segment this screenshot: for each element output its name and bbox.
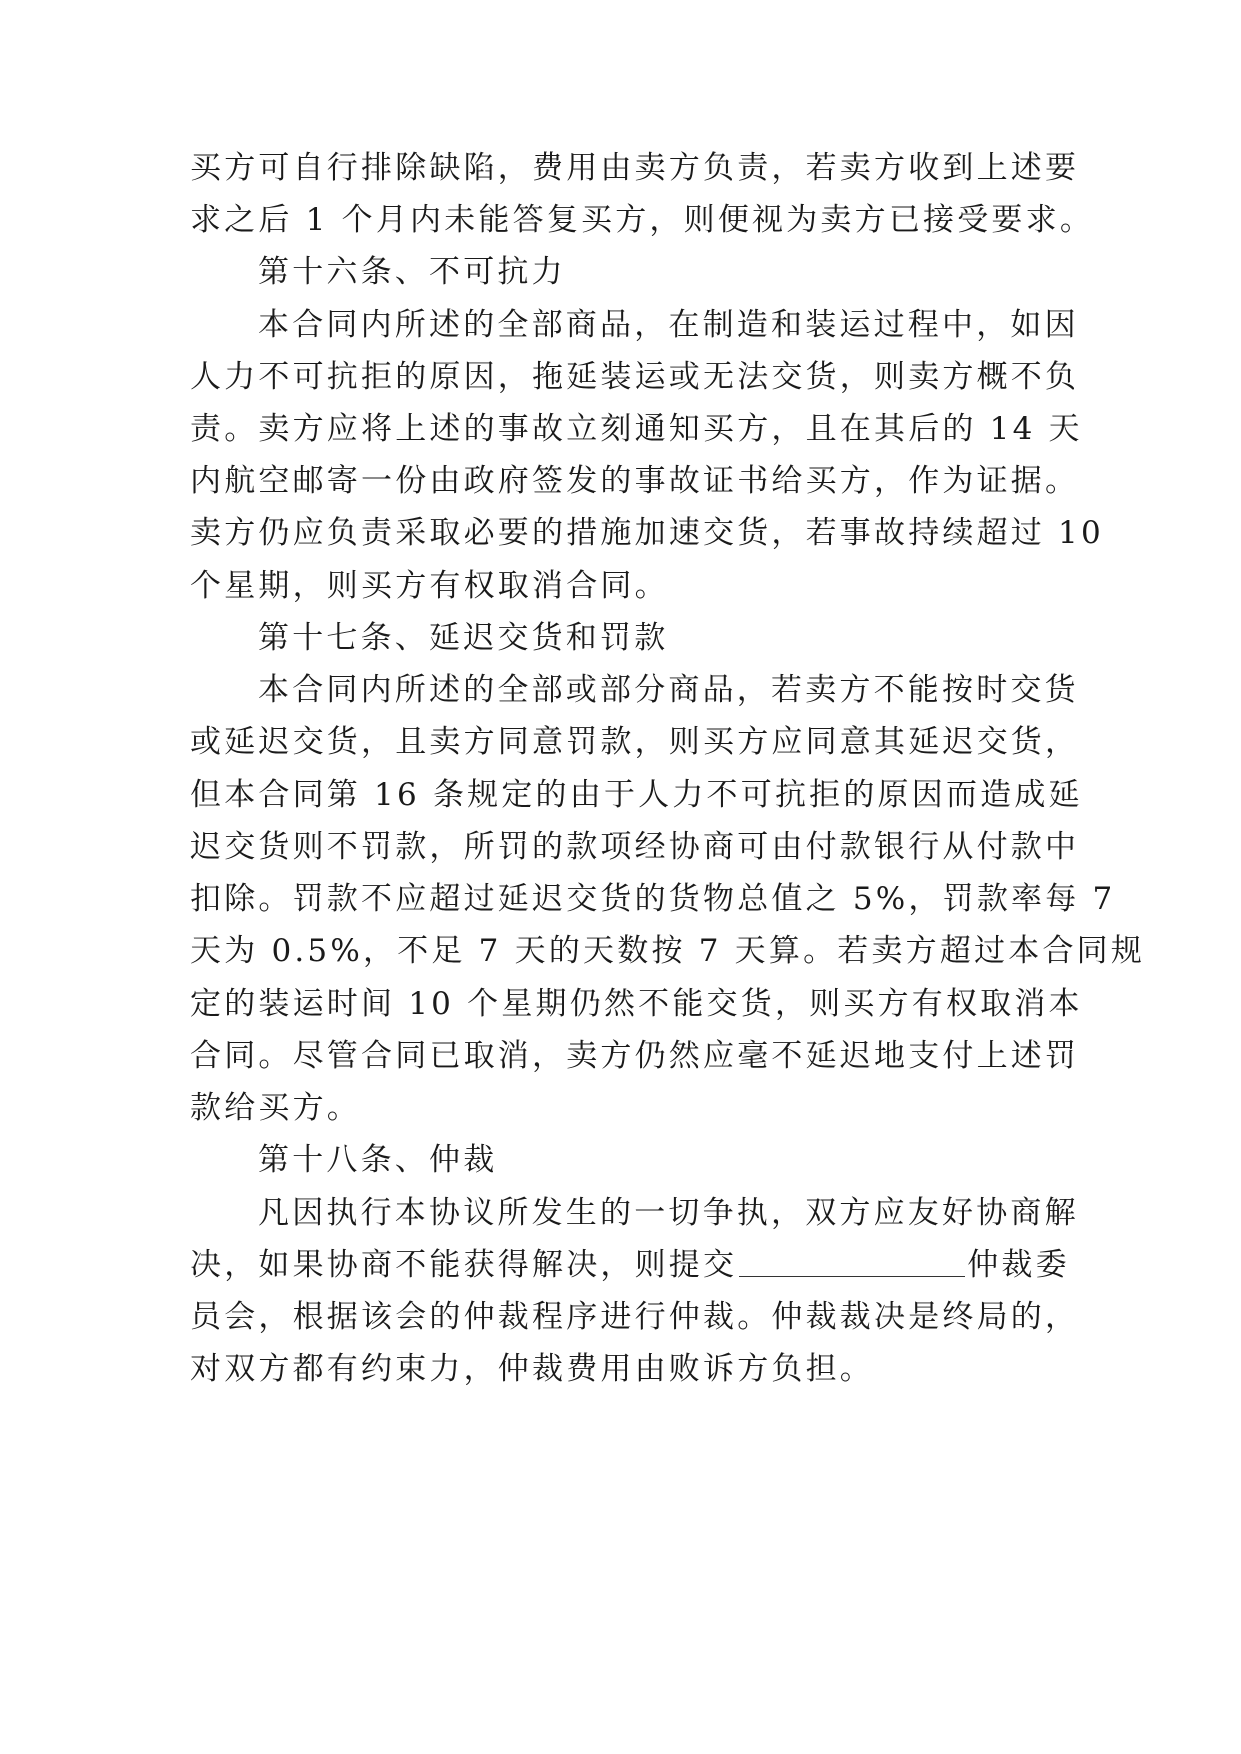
paragraph-line: 求之后 1 个月内未能答复买方，则便视为卖方已接受要求。 bbox=[190, 202, 1095, 238]
paragraph-line: 但本合同第 16 条规定的由于人力不可抗拒的原因而造成延 bbox=[190, 777, 1083, 813]
paragraph-line: 卖方仍应负责采取必要的措施加速交货，若事故持续超过 10 bbox=[190, 515, 1104, 551]
paragraph-line: 内航空邮寄一份由政府签发的事故证书给买方，作为证据。 bbox=[190, 463, 1080, 499]
paragraph-line: 人力不可抗拒的原因，拖延装运或无法交货，则卖方概不负 bbox=[190, 359, 1080, 395]
section-heading: 第十六条、不可抗力 bbox=[258, 254, 566, 290]
paragraph-line: 天为 0.5%，不足 7 天的天数按 7 天算。若卖方超过本合同规 bbox=[190, 933, 1146, 969]
paragraph-line: 个星期，则买方有权取消合同。 bbox=[190, 568, 669, 604]
paragraph-line: 本合同内所述的全部或部分商品，若卖方不能按时交货 bbox=[258, 672, 1079, 708]
section-heading: 第十七条、延迟交货和罚款 bbox=[258, 620, 669, 656]
section-heading: 第十八条、仲裁 bbox=[258, 1142, 498, 1178]
blank-field bbox=[739, 1248, 965, 1277]
paragraph-line: 合同。尽管合同已取消，卖方仍然应毫不延迟地支付上述罚 bbox=[190, 1038, 1080, 1074]
paragraph-line: 迟交货则不罚款，所罚的款项经协商可由付款银行从付款中 bbox=[190, 829, 1080, 865]
paragraph-line: 凡因执行本协议所发生的一切争执，双方应友好协商解 bbox=[258, 1195, 1079, 1231]
paragraph-line: 或延迟交货，且卖方同意罚款，则买方应同意其延迟交货， bbox=[190, 724, 1080, 760]
paragraph-line: 责。卖方应将上述的事故立刻通知买方，且在其后的 14 天 bbox=[190, 411, 1083, 447]
paragraph-line: 定的装运时间 10 个星期仍然不能交货，则买方有权取消本 bbox=[190, 986, 1083, 1022]
paragraph-line: 款给买方。 bbox=[190, 1090, 361, 1126]
paragraph-line: 买方可自行排除缺陷，费用由卖方负责，若卖方收到上述要 bbox=[190, 150, 1080, 186]
paragraph-line bbox=[190, 1245, 1070, 1285]
paragraph-line: 扣除。罚款不应超过延迟交货的货物总值之 5%，罚款率每 7 bbox=[190, 881, 1116, 917]
paragraph-line: 对双方都有约束力，仲裁费用由败诉方负担。 bbox=[190, 1351, 874, 1387]
line-text: 仲裁委 bbox=[967, 1247, 1070, 1283]
line-text: 决，如果协商不能获得解决，则提交 bbox=[190, 1247, 738, 1283]
paragraph-line: 本合同内所述的全部商品，在制造和装运过程中，如因 bbox=[258, 307, 1079, 343]
paragraph-line: 员会，根据该会的仲裁程序进行仲裁。仲裁裁决是终局的， bbox=[190, 1299, 1080, 1335]
